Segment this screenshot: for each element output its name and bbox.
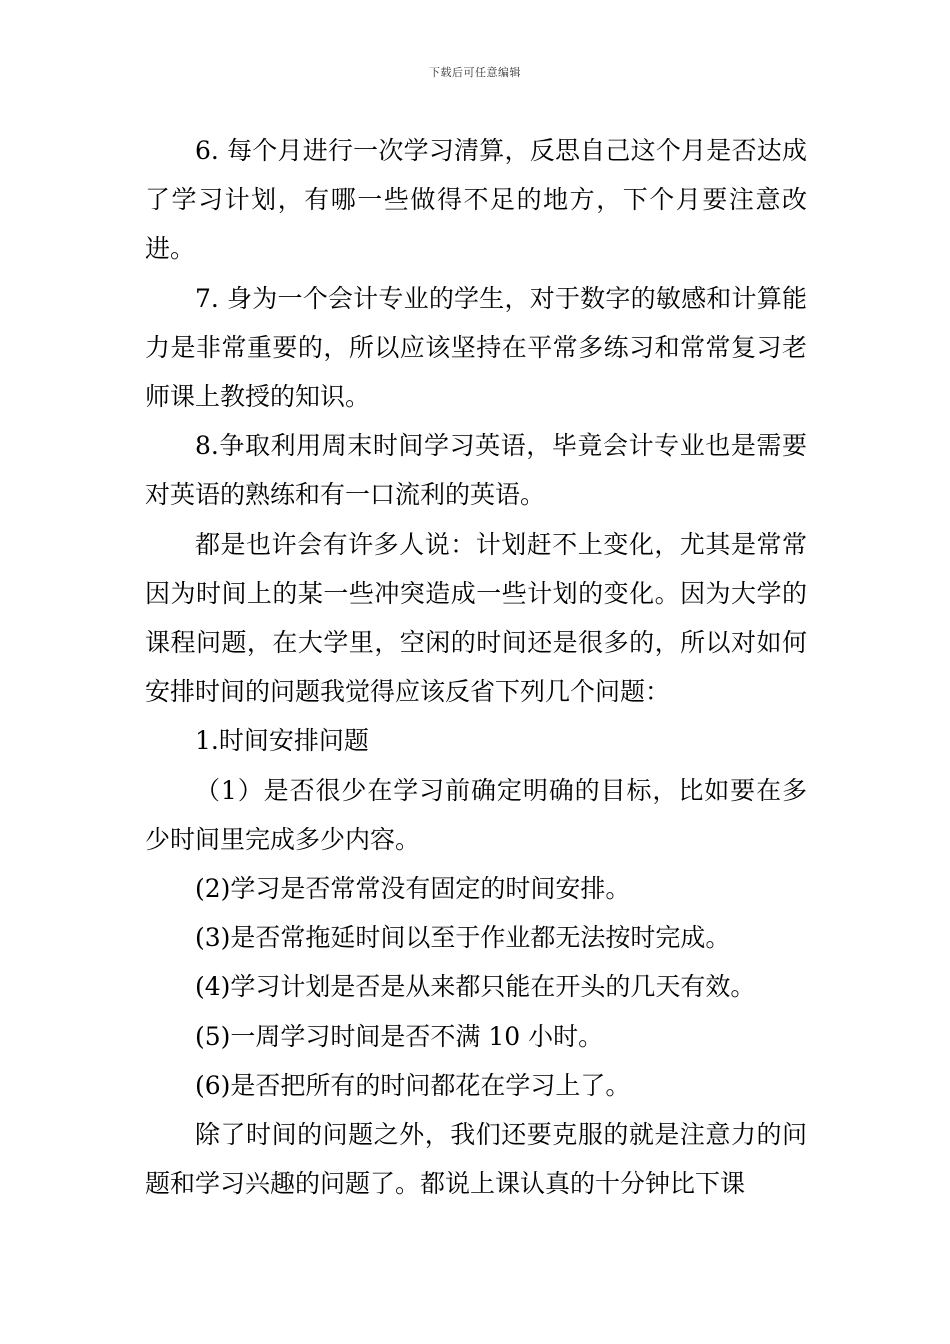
question-5: (5)一周学习时间是否不满 10 小时。 [195, 1021, 604, 1051]
question-2: (2)学习是否常常没有固定的时间安排。 [195, 874, 631, 904]
question-3: (3)是否常拖延时间以至于作业都无法按时完成。 [195, 923, 731, 953]
question-6: (6)是否把所有的时问都花在学习上了。 [195, 1070, 631, 1100]
paragraph-item-6: 6. 每个月进行一次学习清算，反思自己这个月是否达成了学习计划，有哪一些做得不足的地方，下个月要注意改进。 [145, 136, 807, 264]
header-note: 下载后可任意编辑 [429, 66, 521, 79]
paragraph-item-8: 8.争取利用周末时间学习英语，毕竟会计专业也是需要对英语的熟练和有一口流利的英语。 [145, 431, 807, 510]
paragraph-plan-change: 都是也许会有许多人说：计划赶不上变化，尤其是常常因为时间上的某一些冲突造成一些计划的变化。因为大学的课程问题，在大学里，空闲的时间还是很多的，所以对如何安排时间的问题我觉得应该反省下列几个问题： [145, 529, 807, 707]
document-body [145, 126, 807, 1208]
section-heading-time: 1.时间安排问题 [195, 726, 369, 756]
question-4: (4)学习计划是否是从来都只能在开头的几天有效。 [195, 972, 756, 1002]
paragraph-attention: 除了时间的问题之外，我们还要克服的就是注意力的问题和学习兴趣的问题了。都说上课认真的十分钟比下课 [145, 1120, 807, 1199]
paragraph-item-7: 7. 身为一个会计专业的学生，对于数字的敏感和计算能力是非常重要的，所以应该坚持在平常多练习和常常复习老师课上教授的知识。 [145, 283, 807, 412]
question-1: （1）是否很少在学习前确定明确的目标，比如要在多少时间里完成多少内容。 [145, 775, 807, 854]
